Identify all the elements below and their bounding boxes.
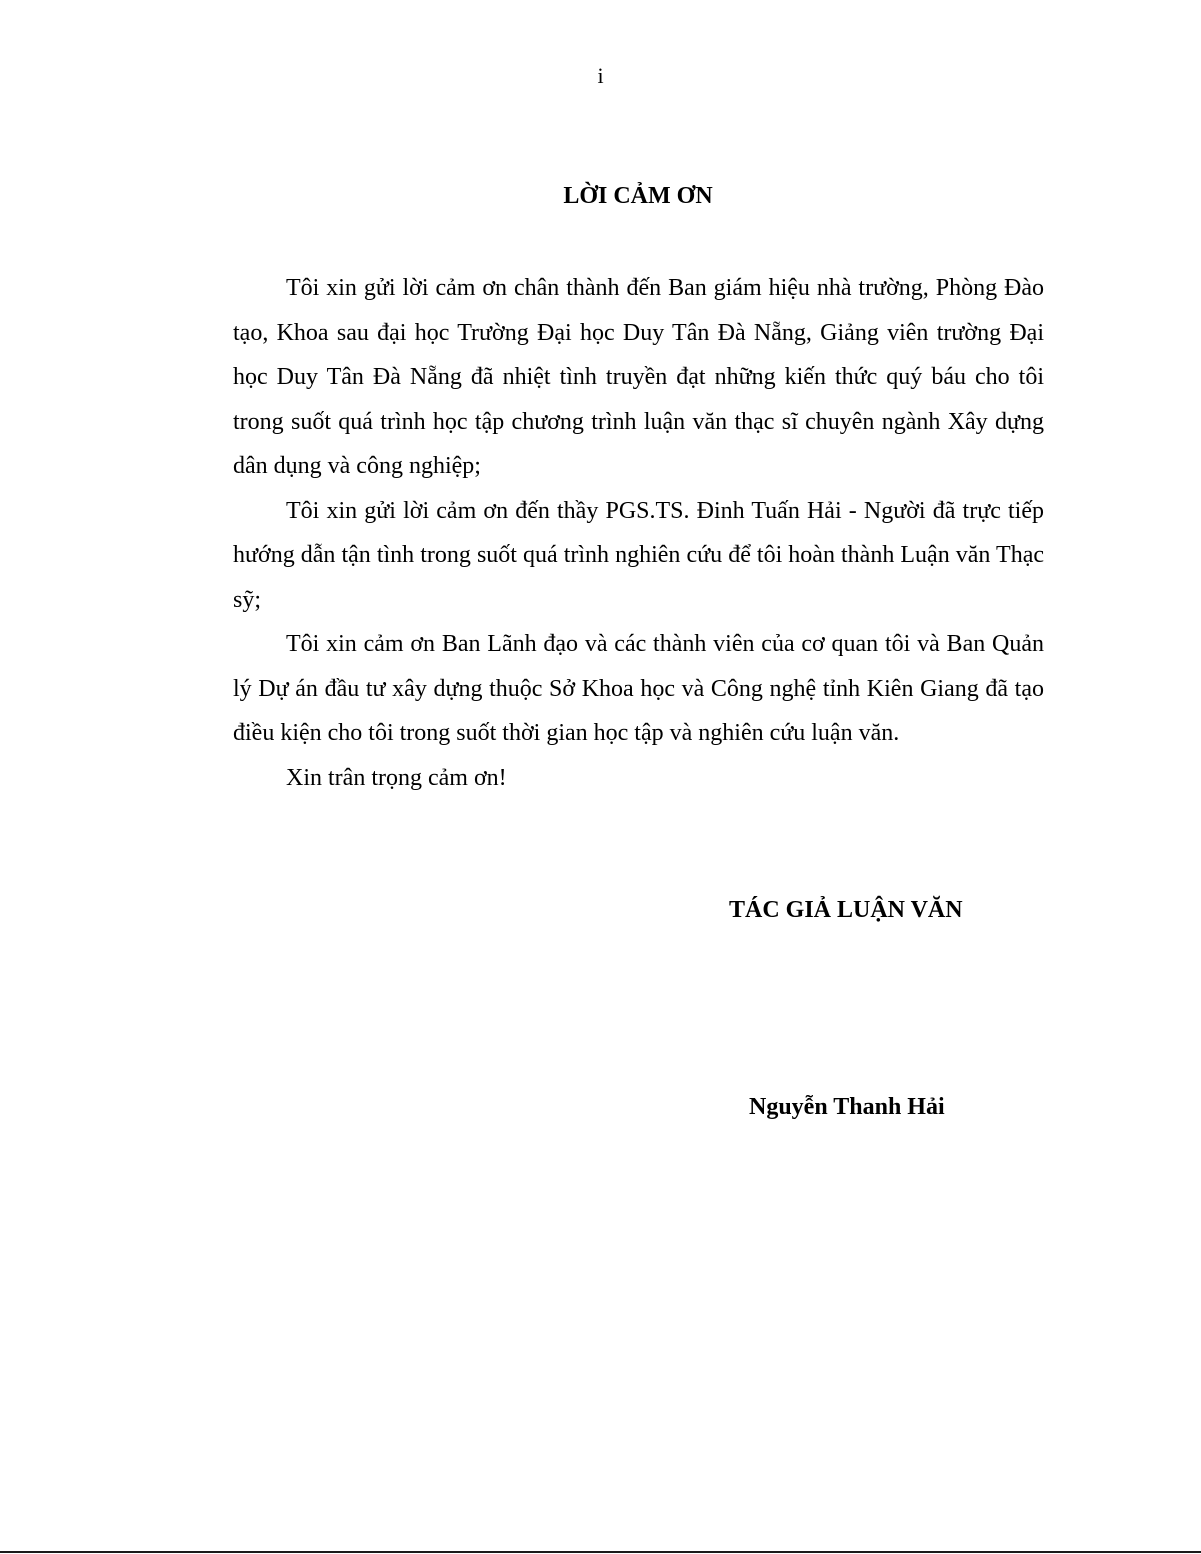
paragraph-thanks-university: Tôi xin gửi lời cảm ơn chân thành đến Ban giám hiệu nhà trường, Phòng Đào tạo, Khoa sau đại học Trường Đại học Duy Tân Đà Nẵng, Giảng viên trường Đại học Duy Tân Đà Nẵng đã nhiệt tình truyền đạt những kiến thức quý báu cho tôi trong suốt quá trình học tập chương trình luận văn thạc sĩ chuyên ngành Xây dựng dân dụng và công nghiệp; [233, 275, 1044, 479]
bottom-divider [0, 1551, 1201, 1553]
paragraph-closing: Xin trân trọng cảm ơn! [286, 764, 507, 791]
author-name: Nguyễn Thanh Hải [749, 1094, 945, 1120]
page-title: LỜI CẢM ƠN [563, 183, 713, 209]
paragraph-thanks-advisor: Tôi xin gửi lời cảm ơn đến thầy PGS.TS. Đinh Tuấn Hải - Người đã trực tiếp hướng dẫn tận tình trong suốt quá trình nghiên cứu để tôi hoàn thành Luận văn Thạc sỹ; [233, 497, 1044, 613]
author-role: TÁC GIẢ LUẬN VĂN [729, 897, 963, 923]
acknowledgement-body [233, 266, 1044, 800]
paragraph-thanks-agency: Tôi xin cảm ơn Ban Lãnh đạo và các thành viên của cơ quan tôi và Ban Quản lý Dự án đầu tư xây dựng thuộc Sở Khoa học và Công nghệ tỉnh Kiên Giang đã tạo điều kiện cho tôi trong suốt thời gian học tập và nghiên cứu luận văn. [233, 631, 1044, 746]
page-number: i [597, 63, 604, 88]
